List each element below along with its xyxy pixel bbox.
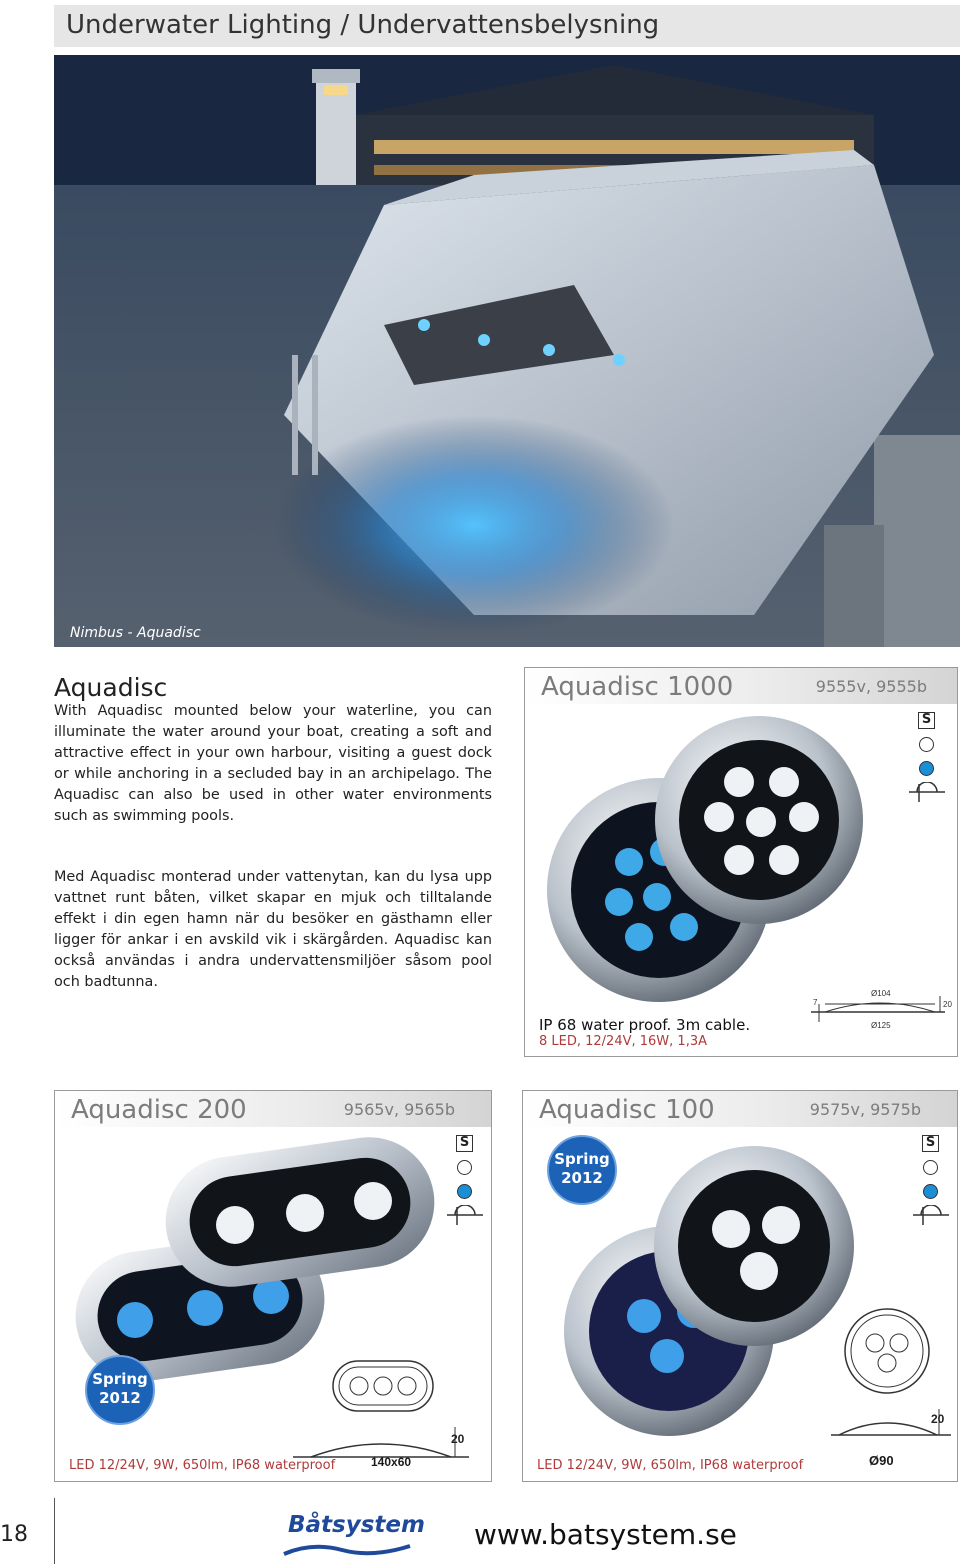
spec-electrical: LED 12/24V, 9W, 650lm, IP68 waterproof: [537, 1458, 804, 1473]
blue-light-icon: [457, 1184, 472, 1199]
s-mark-icon: S: [456, 1135, 473, 1152]
dim-height: 20: [931, 1412, 945, 1426]
product-name: Aquadisc 100: [539, 1095, 715, 1125]
product-header: [55, 1091, 491, 1127]
product-name: Aquadisc 1000: [541, 672, 734, 702]
logo-wave-icon: [282, 1540, 412, 1560]
spec-symbols: [911, 1135, 951, 1231]
badge-line-1: Spring: [92, 1370, 148, 1388]
page-number: 18: [0, 1522, 28, 1547]
product-header: [523, 1091, 957, 1127]
hero-photo: [54, 55, 960, 647]
aquadisc-200-dimension-drawing: [291, 1357, 471, 1467]
page-title: Underwater Lighting / Undervattensbelysning: [66, 10, 660, 40]
website-url[interactable]: www.batsystem.se: [474, 1518, 737, 1551]
spec-waterproof: IP 68 water proof. 3m cable.: [539, 1016, 751, 1034]
product-name: Aquadisc 200: [71, 1095, 247, 1125]
hero-caption: Nimbus - Aquadisc: [70, 625, 201, 641]
product-codes: 9575v, 9575b: [809, 1100, 921, 1119]
white-light-icon: [457, 1160, 472, 1175]
blue-light-icon: [923, 1184, 938, 1199]
intro-text-sv: Med Aquadisc monterad under vattenytan, kan du lysa upp vattnet runt båten, vilket skapar en mjuk och tilltalande effekt i din egen hamn när du besöker en gästhamn eller ligger för ankar i en avskild vik i skärgården. Aquadisc kan också användas i andra undervattensmiljöer såsom pool och badtunna.: [54, 869, 492, 990]
badge-line-2: 2012: [561, 1169, 603, 1187]
spring-2012-badge: [85, 1355, 155, 1425]
badge-line-1: Spring: [554, 1150, 610, 1168]
product-codes: 9555v, 9555b: [815, 677, 927, 696]
mount-icon: [907, 782, 947, 804]
product-card-aquadisc-100: [522, 1090, 958, 1482]
spring-2012-badge: [547, 1135, 617, 1205]
dim-size: 140x60: [371, 1455, 412, 1469]
intro-heading: Aquadisc: [54, 673, 168, 702]
product-header: [525, 668, 957, 704]
mount-icon: [445, 1205, 485, 1227]
spec-electrical: 8 LED, 12/24V, 16W, 1,3A: [539, 1034, 707, 1049]
footer-divider: [54, 1498, 55, 1564]
blue-light-icon: [919, 761, 934, 776]
batsystem-logo: [282, 1512, 425, 1562]
mount-icon: [911, 1205, 951, 1227]
dim-left: 7: [813, 998, 818, 1007]
page-title-bar: [54, 5, 960, 47]
logo-text: Båtsystem: [288, 1512, 425, 1538]
badge-line-2: 2012: [99, 1389, 141, 1407]
dim-d-outer: Ø125: [871, 1021, 891, 1030]
s-mark-icon: S: [922, 1135, 939, 1152]
intro-text-en: With Aquadisc mounted below your waterline, you can illuminate the water around your boat, creating a soft and attractive effect in your own harbour, visiting a guest dock or while anchoring in a secluded bay in an archipelago. The Aquadisc can also be used in other water environments such as swimming pools.: [54, 703, 492, 824]
product-codes: 9565v, 9565b: [343, 1100, 455, 1119]
spec-electrical: LED 12/24V, 9W, 650lm, IP68 waterproof: [69, 1458, 336, 1473]
s-mark-icon: S: [918, 712, 935, 729]
dim-right: 20: [943, 1000, 952, 1009]
product-card-aquadisc-200: [54, 1090, 492, 1482]
boat-scene-illustration: [54, 55, 960, 647]
aquadisc-1000-product-image: [539, 712, 869, 1002]
product-card-aquadisc-1000: [524, 667, 958, 1057]
aquadisc-1000-dimension-drawing: [805, 984, 955, 1034]
aquadisc-100-dimension-drawing: [825, 1305, 955, 1445]
dim-d-inner: Ø104: [871, 989, 891, 998]
white-light-icon: [919, 737, 934, 752]
white-light-icon: [923, 1160, 938, 1175]
dim-diameter: Ø90: [869, 1453, 894, 1468]
spec-symbols: [445, 1135, 485, 1231]
spec-symbols: [907, 712, 947, 808]
dim-height: 20: [451, 1432, 465, 1446]
